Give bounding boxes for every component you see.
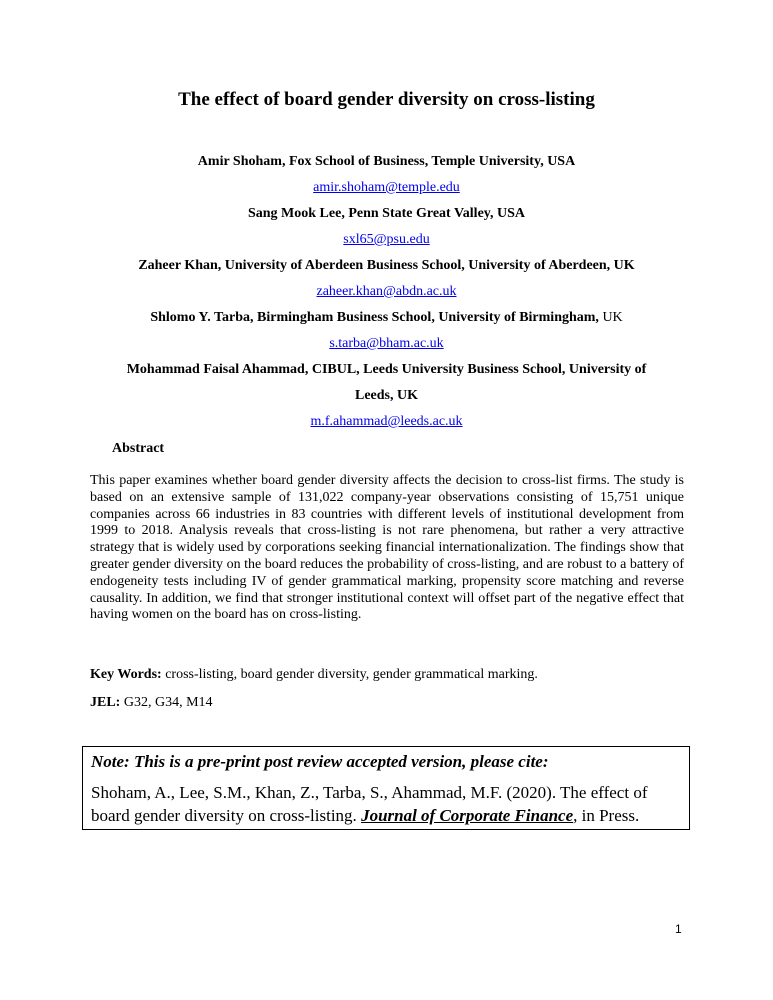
keywords-text: cross-listing, board gender diversity, gender grammatical marking. [161, 667, 538, 682]
citation [91, 781, 689, 827]
author-5: Mohammad Faisal Ahammad, CIBUL, Leeds University Business School, University of [126, 362, 647, 377]
journal-name: Journal of Corporate Finance [361, 806, 574, 825]
abstract-heading: Abstract [112, 441, 165, 456]
keywords-label: Key Words: [90, 667, 162, 682]
author-5-line2: Leeds, UK [355, 388, 418, 403]
author-4-email-line [0, 336, 773, 352]
author-2-email-line [0, 232, 773, 248]
author-1-email-line [0, 180, 773, 196]
author-4-country: UK [598, 310, 623, 325]
citation-suffix: , in Press. [573, 806, 640, 825]
citation-prefix: Shoham, A., Lee, S.M., Khan, Z., Tarba, S., Ahammad, M.F. (2020). The effect of board gender diversity on cross-listing. [91, 783, 648, 825]
author-2-email-link[interactable]: sxl65@psu.edu [343, 232, 430, 247]
abstract-body: This paper examines whether board gender diversity affects the decision to cross-list firms. The study is based on an extensive sample of 131,022 company-year observations consisting of 15,751 unique companies across 66 industries in 83 countries with different levels of institutional development from 1999 to 2018. Analysis reveals that cross-listing is not rare phenomena, but rather a very attractive strategy that is widely used by corporations seeking financial internationalization. The findings show that greater gender diversity on the board reduces the probability of cross-listing, and are robust to a battery of endogeneity tests including IV of gender grammatical marking, propensity score matching and reverse causality. In addition, we find that stronger institutional context will offset part of the negative effect that having women on the board has on cross-listing. [90, 473, 684, 623]
author-1-email-link[interactable]: amir.shoham@temple.edu [313, 180, 460, 195]
jel-codes [90, 695, 213, 711]
jel-label: JEL: [90, 695, 121, 710]
citation-note-box [82, 746, 690, 830]
keywords [90, 667, 538, 683]
note-line [91, 751, 689, 773]
jel-text: G32, G34, M14 [120, 695, 213, 710]
author-4-email-link[interactable]: s.tarba@bham.ac.uk [329, 336, 444, 351]
author-3-email-line [0, 284, 773, 300]
note-text: : This is a pre-print post review accepted version, please cite: [124, 752, 549, 771]
author-5-email-line [0, 414, 773, 430]
author-5-email-link[interactable]: m.f.ahammad@leeds.ac.uk [310, 414, 463, 429]
author-4 [0, 310, 773, 326]
author-4-name: Shlomo Y. Tarba, Birmingham Business School, University of Birmingham, [150, 310, 599, 325]
paper-title: The effect of board gender diversity on cross-listing [178, 89, 595, 110]
note-label: Note [91, 752, 125, 771]
author-1: Amir Shoham, Fox School of Business, Temple University, USA [197, 154, 576, 169]
author-3-email-link[interactable]: zaheer.khan@abdn.ac.uk [316, 284, 457, 299]
author-2: Sang Mook Lee, Penn State Great Valley, USA [247, 206, 526, 221]
author-3: Zaheer Khan, University of Aberdeen Business School, University of Aberdeen, UK [138, 258, 635, 273]
page-number: 1 [675, 922, 682, 936]
